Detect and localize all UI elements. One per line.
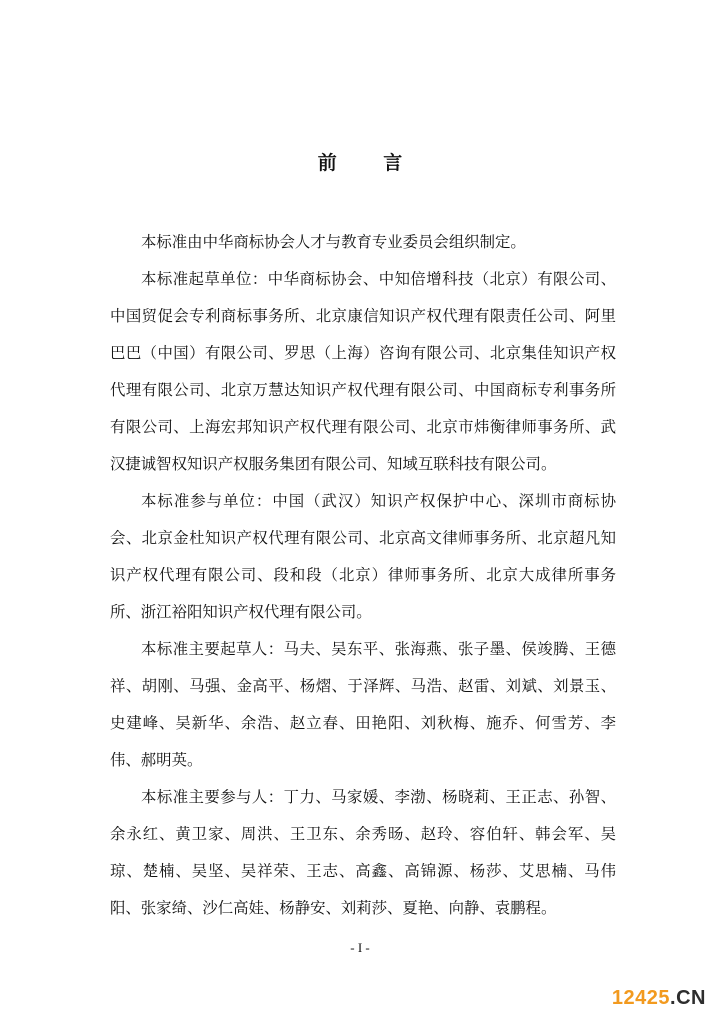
paragraph-participating-units: 本标准参与单位：中国（武汉）知识产权保护中心、深圳市商标协会、北京金杜知识产权代理有限公司、北京高文律师事务所、北京超凡知识产权代理有限公司、段和段（北京）律师事务所、北京大成律所事务所、浙江裕阳知识产权代理有限公司。 — [110, 492, 616, 621]
watermark-tld: CN — [676, 987, 706, 1009]
paragraph-organizer: 本标准由中华商标协会人才与教育专业委员会组织制定。 — [141, 233, 526, 251]
paragraph-main-drafters: 本标准主要起草人：马夫、吴东平、张海燕、张子墨、侯竣腾、王德祥、胡刚、马强、金高平、杨熠、于泽辉、马浩、赵雷、刘斌、刘景玉、史建峰、吴新华、余浩、赵立春、田艳阳、刘秋梅、施乔、何雪芳、李伟、郝明英。 — [110, 640, 616, 769]
page-number: - I - — [350, 940, 370, 955]
watermark-dot: . — [670, 987, 677, 1009]
watermark-number: 12425 — [611, 987, 671, 1009]
page-title: 前 言 — [317, 152, 423, 174]
paragraph-main-participants: 本标准主要参与人：丁力、马家媛、李渤、杨晓莉、王正志、孙智、余永红、黄卫家、周洪、王卫东、余秀旸、赵玲、容伯轩、韩会军、吴琼、楚楠、吴坚、吴祥荣、王志、高鑫、高锦源、杨莎、艾思楠、马伟阳、张家绮、沙仁高娃、杨静安、刘莉莎、夏艳、向静、袁鹏程。 — [110, 788, 616, 917]
site-watermark-logo — [612, 987, 706, 1010]
document-body — [110, 224, 616, 927]
paragraph-drafting-units: 本标准起草单位：中华商标协会、中知倍增科技（北京）有限公司、中国贸促会专利商标事务所、北京康信知识产权代理有限责任公司、阿里巴巴（中国）有限公司、罗思（上海）咨询有限公司、北京集佳知识产权代理有限公司、北京万慧达知识产权代理有限公司、中国商标专利事务所有限公司、上海宏邦知识产权代理有限公司、北京市炜衡律师事务所、武汉捷诚智权知识产权服务集团有限公司、知域互联科技有限公司。 — [110, 270, 616, 473]
